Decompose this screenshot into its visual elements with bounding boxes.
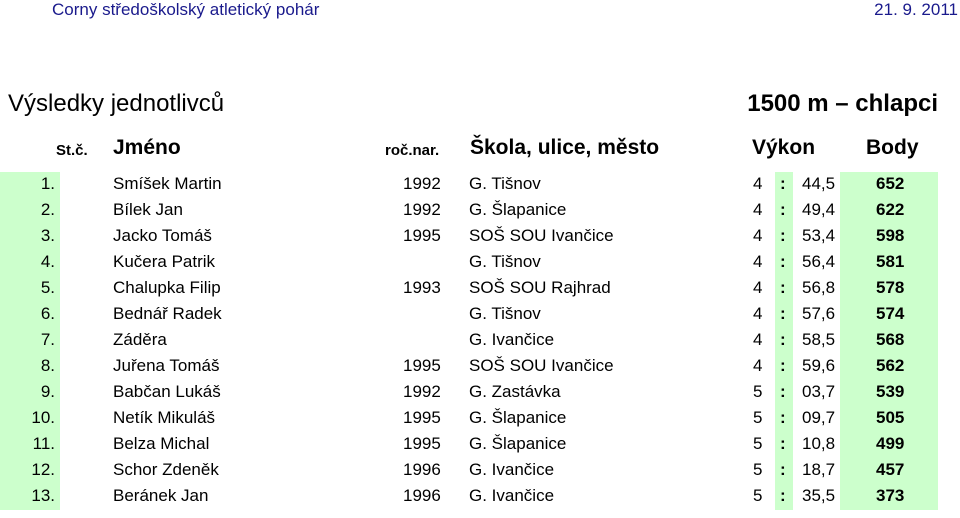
table-row <box>0 224 960 250</box>
points-cell: 652 <box>876 174 905 193</box>
minutes-cell: 4 <box>753 200 763 219</box>
rank-cell: 2. <box>40 200 55 219</box>
table-row <box>0 328 960 354</box>
rank-cell: 13. <box>31 486 55 505</box>
seconds-cell: 44,5 <box>802 174 836 193</box>
separator: : <box>780 356 786 375</box>
col-school: Škola, ulice, město <box>470 136 660 159</box>
name-cell: Jacko Tomáš <box>113 226 212 245</box>
name-cell: Babčan Lukáš <box>113 382 221 401</box>
minutes-cell: 5 <box>753 408 763 427</box>
year-cell: 1996 <box>403 486 441 505</box>
table-row <box>0 302 960 328</box>
rank-cell: 6. <box>40 304 55 323</box>
year-cell: 1992 <box>403 382 441 401</box>
minutes-cell: 5 <box>753 382 763 401</box>
name-cell: Záděra <box>113 330 167 349</box>
minutes-cell: 4 <box>753 226 763 245</box>
points-cell: 505 <box>876 408 905 427</box>
separator: : <box>780 434 786 453</box>
school-cell: G. Tišnov <box>469 252 541 271</box>
seconds-cell: 56,8 <box>802 278 836 297</box>
table-row <box>0 172 960 198</box>
rank-cell: 3. <box>40 226 55 245</box>
year-cell: 1992 <box>403 174 441 193</box>
minutes-cell: 4 <box>753 356 763 375</box>
year-cell: 1995 <box>403 356 441 375</box>
name-cell: Beránek Jan <box>113 486 209 505</box>
points-cell: 581 <box>876 252 905 271</box>
minutes-cell: 4 <box>753 278 763 297</box>
school-cell: G. Tišnov <box>469 304 541 323</box>
rank-cell: 12. <box>31 460 55 479</box>
rank-cell: 5. <box>40 278 55 297</box>
minutes-cell: 4 <box>753 304 763 323</box>
school-cell: SOŠ SOU Ivančice <box>469 356 614 375</box>
table-row <box>0 484 960 510</box>
col-points: Body <box>866 136 919 159</box>
points-cell: 578 <box>876 278 905 297</box>
points-cell: 574 <box>876 304 905 323</box>
school-cell: G. Ivančice <box>469 460 555 479</box>
seconds-cell: 35,5 <box>802 486 836 505</box>
separator: : <box>780 252 786 271</box>
points-cell: 598 <box>876 226 905 245</box>
separator: : <box>780 382 786 401</box>
name-cell: Smíšek Martin <box>113 174 222 193</box>
table-row <box>0 406 960 432</box>
school-cell: G. Ivančice <box>469 330 555 349</box>
year-cell: 1993 <box>403 278 441 297</box>
separator: : <box>780 460 786 479</box>
separator: : <box>780 486 786 505</box>
separator: : <box>780 174 786 193</box>
rank-cell: 10. <box>31 408 55 427</box>
col-performance: Výkon <box>752 136 816 159</box>
seconds-cell: 57,6 <box>802 304 836 323</box>
school-cell: G. Tišnov <box>469 174 541 193</box>
seconds-cell: 03,7 <box>802 382 836 401</box>
table-row <box>0 198 960 224</box>
page-header <box>0 0 960 20</box>
rank-cell: 4. <box>40 252 55 271</box>
rank-cell: 7. <box>40 330 55 349</box>
minutes-cell: 4 <box>753 174 763 193</box>
column-headers <box>0 136 960 166</box>
name-cell: Kučera Patrik <box>113 252 216 271</box>
discipline-title: 1500 m – chlapci <box>747 90 938 117</box>
col-name: Jméno <box>113 136 181 159</box>
table-row <box>0 458 960 484</box>
minutes-cell: 5 <box>753 434 763 453</box>
points-cell: 457 <box>876 460 905 479</box>
seconds-cell: 18,7 <box>802 460 836 479</box>
seconds-cell: 09,7 <box>802 408 836 427</box>
school-cell: G. Šlapanice <box>469 434 567 453</box>
year-cell: 1995 <box>403 434 441 453</box>
table-row <box>0 276 960 302</box>
table-row <box>0 380 960 406</box>
seconds-cell: 49,4 <box>802 200 836 219</box>
year-cell: 1996 <box>403 460 441 479</box>
rank-cell: 9. <box>40 382 55 401</box>
col-year: roč.nar. <box>385 142 440 159</box>
points-cell: 373 <box>876 486 905 505</box>
separator: : <box>780 408 786 427</box>
points-cell: 499 <box>876 434 905 453</box>
seconds-cell: 10,8 <box>802 434 836 453</box>
year-cell: 1995 <box>403 408 441 427</box>
name-cell: Netík Mikuláš <box>113 408 216 427</box>
school-cell: G. Ivančice <box>469 486 555 505</box>
year-cell: 1992 <box>403 200 441 219</box>
competition-name: Corny středoškolský atletický pohár <box>52 0 320 19</box>
minutes-cell: 4 <box>753 252 763 271</box>
name-cell: Juřena Tomáš <box>113 356 220 375</box>
table-row <box>0 250 960 276</box>
school-cell: G. Zastávka <box>469 382 561 401</box>
name-cell: Bednář Radek <box>113 304 222 323</box>
rank-cell: 8. <box>40 356 55 375</box>
col-rank: St.č. <box>56 142 88 159</box>
points-cell: 539 <box>876 382 905 401</box>
separator: : <box>780 330 786 349</box>
results-title: Výsledky jednotlivců <box>8 90 225 117</box>
school-cell: SOŠ SOU Ivančice <box>469 226 614 245</box>
school-cell: SOŠ SOU Rajhrad <box>469 278 611 297</box>
school-cell: G. Šlapanice <box>469 200 567 219</box>
points-cell: 622 <box>876 200 905 219</box>
results-table <box>0 172 960 510</box>
name-cell: Bílek Jan <box>113 200 183 219</box>
separator: : <box>780 200 786 219</box>
separator: : <box>780 226 786 245</box>
year-cell: 1995 <box>403 226 441 245</box>
minutes-cell: 5 <box>753 460 763 479</box>
seconds-cell: 58,5 <box>802 330 836 349</box>
minutes-cell: 4 <box>753 330 763 349</box>
name-cell: Chalupka Filip <box>113 278 221 297</box>
name-cell: Belza Michal <box>113 434 210 453</box>
table-row <box>0 432 960 458</box>
separator: : <box>780 304 786 323</box>
rank-cell: 11. <box>32 434 55 453</box>
separator: : <box>780 278 786 297</box>
seconds-cell: 59,6 <box>802 356 836 375</box>
points-cell: 568 <box>876 330 905 349</box>
seconds-cell: 56,4 <box>802 252 836 271</box>
points-cell: 562 <box>876 356 905 375</box>
minutes-cell: 5 <box>753 486 763 505</box>
seconds-cell: 53,4 <box>802 226 836 245</box>
table-row <box>0 354 960 380</box>
competition-date: 21. 9. 2011 <box>874 0 958 19</box>
rank-cell: 1. <box>40 174 55 193</box>
name-cell: Schor Zdeněk <box>113 460 219 479</box>
school-cell: G. Šlapanice <box>469 408 567 427</box>
